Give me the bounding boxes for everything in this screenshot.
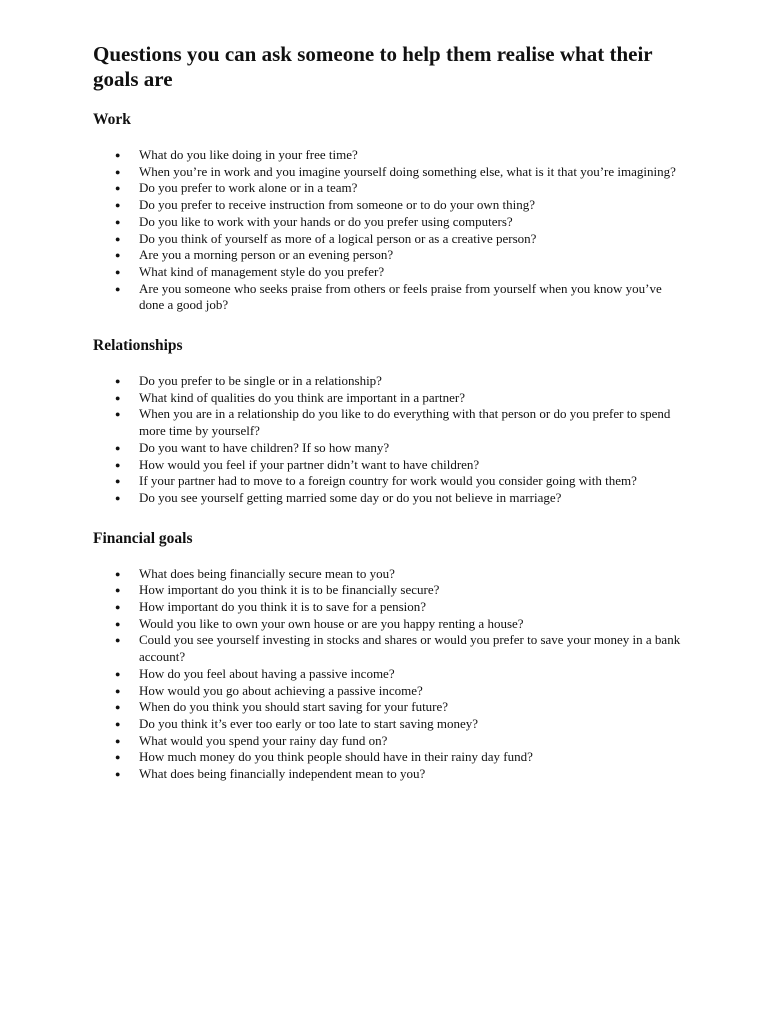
list-item <box>93 264 688 281</box>
bullet-icon: ● <box>115 492 121 503</box>
list-item <box>93 666 688 683</box>
bullet-icon: ● <box>115 409 121 420</box>
question-text: Are you a morning person or an evening person? <box>139 247 394 263</box>
question-text: If your partner had to move to a foreign country for work would you consider going with them? <box>139 473 637 489</box>
question-text: Do you like to work with your hands or do you prefer using computers? <box>139 213 513 229</box>
list-item <box>93 281 688 314</box>
bullet-icon: ● <box>115 183 121 194</box>
bullet-icon: ● <box>115 618 121 629</box>
list-item <box>93 231 688 248</box>
bullet-icon: ● <box>115 376 121 387</box>
list-item <box>93 373 688 390</box>
list-item <box>93 699 688 716</box>
list-item <box>93 197 688 214</box>
list-item <box>93 180 688 197</box>
bullet-icon: ● <box>115 635 121 646</box>
question-text: Would you like to own your own house or are you happy renting a house? <box>139 615 524 631</box>
bullet-icon: ● <box>115 459 121 470</box>
bullet-icon: ● <box>115 476 121 487</box>
bullet-icon: ● <box>115 668 121 679</box>
bullet-icon: ● <box>115 442 121 453</box>
bullet-icon: ● <box>115 685 121 696</box>
bullet-icon: ● <box>115 702 121 713</box>
list-item <box>93 147 688 164</box>
question-text: Do you prefer to receive instruction from someone or to do your own thing? <box>139 197 536 213</box>
document-title: Questions you can ask someone to help them realise what their goals are <box>93 42 653 91</box>
question-text: What do you like doing in your free time? <box>139 147 358 162</box>
relationships-question-list <box>93 373 688 507</box>
list-item <box>93 616 688 633</box>
question-text: Could you see yourself investing in stocks and shares or would you prefer to save your money in a bank account? <box>139 632 681 665</box>
financial-goals-question-list <box>93 566 688 783</box>
bullet-icon: ● <box>115 216 121 227</box>
question-text: What would you spend your rainy day fund on? <box>139 732 388 748</box>
list-item <box>93 214 688 231</box>
list-item <box>93 457 688 474</box>
bullet-icon: ● <box>115 718 121 729</box>
question-text: Are you someone who seeks praise from others or feels praise from yourself when you know you’ve done a good job? <box>139 280 662 313</box>
question-text: When you are in a relationship do you like to do everything with that person or do you prefer to spend more time by yourself? <box>139 406 671 439</box>
bullet-icon: ● <box>115 602 121 613</box>
question-text: How would you go about achieving a passive income? <box>139 682 423 698</box>
question-text: Do you think it’s ever too early or too late to start saving money? <box>139 715 479 731</box>
question-text: How much money do you think people should have in their rainy day fund? <box>139 749 533 765</box>
bullet-icon: ● <box>115 283 121 294</box>
bullet-icon: ● <box>115 752 121 763</box>
bullet-icon: ● <box>115 735 121 746</box>
list-item <box>93 716 688 733</box>
question-text: Do you prefer to work alone or in a team? <box>139 180 358 196</box>
question-text: What kind of qualities do you think are important in a partner? <box>139 389 465 405</box>
bullet-icon: ● <box>115 150 121 160</box>
bullet-icon: ● <box>115 585 121 596</box>
question-text: How do you feel about having a passive income? <box>139 665 395 681</box>
list-item <box>93 749 688 766</box>
bullet-icon: ● <box>115 166 121 177</box>
list-item <box>93 247 688 264</box>
question-text: Do you prefer to be single or in a relationship? <box>139 373 382 389</box>
list-item <box>93 599 688 616</box>
section-heading-work: Work <box>93 111 131 128</box>
list-item <box>93 766 688 783</box>
list-item <box>93 566 688 583</box>
list-item <box>93 683 688 700</box>
question-text: When you’re in work and you imagine yourself doing something else, what is it that you’re imagining? <box>139 163 676 179</box>
list-item <box>93 632 688 665</box>
list-item <box>93 582 688 599</box>
question-text: What does being financially independent mean to you? <box>139 766 426 782</box>
bullet-icon: ● <box>115 233 121 244</box>
bullet-icon: ● <box>115 266 121 277</box>
bullet-icon: ● <box>115 769 121 780</box>
question-text: Do you see yourself getting married some day or do you not believe in marriage? <box>139 489 562 505</box>
list-item <box>93 390 688 407</box>
list-item <box>93 164 688 181</box>
list-item <box>93 733 688 750</box>
question-text: What kind of management style do you prefer? <box>139 263 385 279</box>
question-text: Do you think of yourself as more of a logical person or as a creative person? <box>139 230 537 246</box>
question-text: When do you think you should start saving for your future? <box>139 699 449 715</box>
list-item <box>93 406 688 439</box>
bullet-icon: ● <box>115 392 121 403</box>
list-item <box>93 440 688 457</box>
section-heading-relationships: Relationships <box>93 337 183 355</box>
list-item <box>93 490 688 507</box>
question-text: How would you feel if your partner didn’t want to have children? <box>139 456 480 472</box>
question-text: What does being financially secure mean to you? <box>139 565 395 581</box>
work-question-list <box>93 147 688 314</box>
question-text: Do you want to have children? If so how many? <box>139 439 390 455</box>
question-text: How important do you think it is to save for a pension? <box>139 599 427 615</box>
question-text: How important do you think it is to be financially secure? <box>139 582 440 598</box>
section-heading-financial-goals: Financial goals <box>93 529 193 547</box>
bullet-icon: ● <box>115 200 121 211</box>
bullet-icon: ● <box>115 250 121 261</box>
list-item <box>93 473 688 490</box>
bullet-icon: ● <box>115 568 121 579</box>
